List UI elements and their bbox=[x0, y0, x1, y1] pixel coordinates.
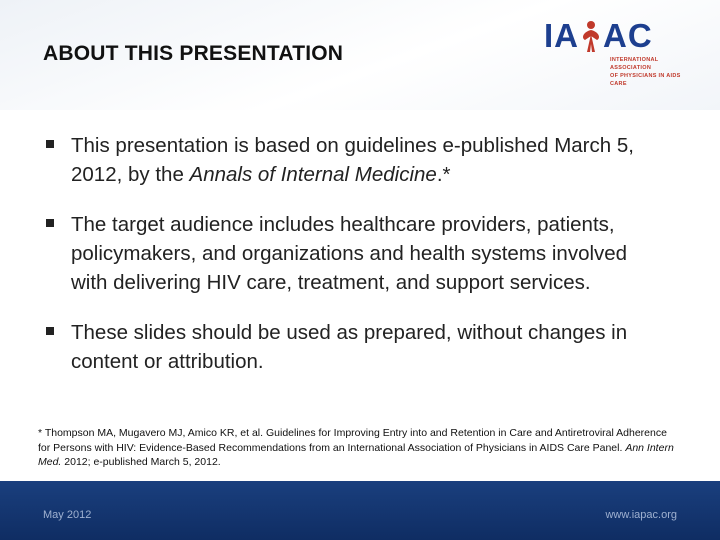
bullet-list bbox=[43, 131, 643, 397]
bullet-text: The target audience includes healthcare providers, patients, policymakers, and organizations and health systems involved with delivering HIV care, treatment, and support services. bbox=[71, 213, 628, 294]
bullet-text: This presentation is based on guidelines e-published March 5, 2012, by the bbox=[71, 134, 634, 186]
journal-title: Annals of Internal Medicine bbox=[189, 163, 437, 186]
logo-subtitle-line2: OF PHYSICIANS IN AIDS CARE bbox=[610, 73, 681, 87]
logo-subtitle-line1: INTERNATIONAL ASSOCIATION bbox=[610, 57, 659, 71]
square-bullet-icon bbox=[46, 219, 54, 227]
bullet-text: These slides should be used as prepared, without changes in content or attribution. bbox=[71, 321, 628, 373]
square-bullet-icon bbox=[46, 140, 54, 148]
footnote bbox=[38, 426, 678, 470]
logo-subtitle bbox=[610, 56, 694, 88]
logo-letters-left: IA bbox=[544, 17, 579, 54]
footer-bar bbox=[0, 481, 720, 540]
footer-date: May 2012 bbox=[43, 509, 92, 521]
bullet-item bbox=[43, 318, 643, 376]
footnote-text: * Thompson MA, Mugavero MJ, Amico KR, et al. Guidelines for Improving Entry into and Retention in Care and Antiretroviral Adherence for Persons with HIV: Evidence-Based Recommendations from an International Association of Physicians in AIDS Care Panel. bbox=[38, 427, 667, 454]
footer-url: www.iapac.org bbox=[605, 509, 677, 521]
footnote-journal: Ann Intern Med. bbox=[38, 441, 674, 468]
logo-letters-right: AC bbox=[603, 17, 653, 54]
slide-title: ABOUT THIS PRESENTATION bbox=[43, 42, 344, 65]
bullet-item bbox=[43, 210, 643, 297]
ribbon-figure-icon bbox=[579, 18, 603, 54]
bullet-item bbox=[43, 131, 643, 189]
logo-wordmark bbox=[544, 18, 653, 54]
square-bullet-icon bbox=[46, 327, 54, 335]
bullet-text-suffix: .* bbox=[436, 163, 451, 186]
footnote-text-suffix: 2012; e-published March 5, 2012. bbox=[61, 456, 221, 468]
iapac-logo bbox=[544, 17, 689, 87]
